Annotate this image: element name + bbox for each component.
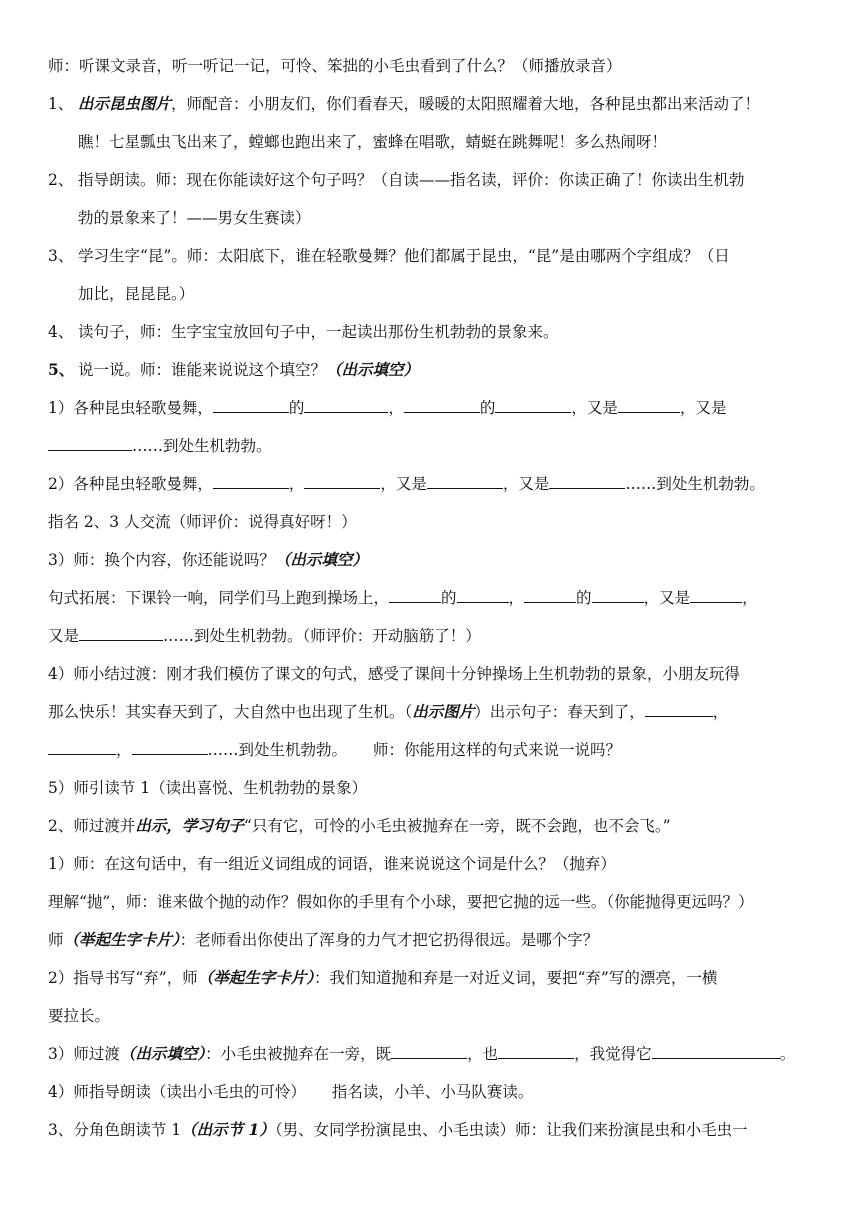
line-text: 师：你能用这样的句式来说一说吗？ bbox=[373, 741, 622, 759]
bold-italic-text: 出示，学习句子 bbox=[135, 816, 244, 835]
line-text: 4）师指导朗读（读出小毛虫的可怜） bbox=[48, 1083, 306, 1101]
text-line bbox=[48, 659, 814, 689]
blank-field bbox=[457, 584, 509, 603]
line-text: 师：听课文录音，听一听记一记，可怜、笨拙的小毛虫看到了什么？（师播放录音） bbox=[48, 57, 622, 75]
list-item-5 bbox=[48, 355, 814, 385]
line-text: ， bbox=[712, 703, 729, 721]
line-text: 句式拓展：下课铃一响，同学们马上跑到操场上， bbox=[48, 589, 390, 607]
text-line bbox=[48, 507, 814, 537]
text-line bbox=[48, 887, 814, 917]
line-text: 那么快乐！其实春天到了，大自然中也出现了生机。（ bbox=[48, 703, 413, 721]
bold-italic-text: 出示图片 bbox=[412, 702, 475, 721]
line-text: ：小毛虫被抛弃在一旁，既 bbox=[205, 1045, 392, 1063]
text-line bbox=[48, 51, 814, 81]
bold-italic-text: 出示昆虫图片 bbox=[78, 94, 172, 113]
fill-blank-line bbox=[48, 469, 814, 499]
text-line bbox=[48, 545, 814, 575]
line-text: 瞧！七星瓢虫飞出来了，螳螂也跑出来了，蜜蜂在唱歌，蜻蜓在跳舞呢！多么热闹呀！ bbox=[78, 133, 668, 151]
blank-field bbox=[213, 394, 289, 413]
bold-italic-text: （出示填空） bbox=[326, 360, 420, 379]
blank-field bbox=[645, 698, 713, 717]
line-text: ……到处生机勃勃。 bbox=[625, 475, 765, 493]
line-text: ， bbox=[388, 399, 404, 417]
bold-italic-text: （出示填空） bbox=[119, 1044, 206, 1063]
bold-italic-text: （出示节 1） bbox=[181, 1120, 275, 1139]
line-text: 说一说。师：谁能来说说这个填空？ bbox=[78, 361, 327, 379]
line-text: 2、师过渡并 bbox=[48, 817, 136, 835]
fill-blank-line bbox=[48, 621, 814, 651]
line-text: 2）指导书写“弃”，师 bbox=[48, 969, 198, 987]
item-number: 5、 bbox=[48, 360, 75, 379]
list-item-1 bbox=[48, 89, 814, 119]
line-text: ，我觉得它 bbox=[574, 1045, 652, 1063]
line-text: 3）师：换个内容，你还能说吗？ bbox=[48, 551, 275, 569]
text-line bbox=[78, 203, 814, 233]
item-number: 1、 bbox=[48, 95, 74, 113]
text-line bbox=[78, 279, 814, 309]
text-line bbox=[48, 1115, 814, 1145]
blank-field bbox=[391, 1040, 467, 1059]
blank-field bbox=[79, 622, 163, 641]
list-item-3 bbox=[48, 241, 814, 271]
fill-blank-line bbox=[48, 735, 814, 765]
line-text: ，也 bbox=[467, 1045, 499, 1063]
line-text: 指导朗读。师：现在你能读好这个句子吗？（自读——指名读，评价：你读正确了！你读出生机勃 bbox=[78, 171, 745, 189]
item-number: 3、 bbox=[48, 247, 74, 265]
line-text: ，师配音：小朋友们，你们看春天，暖暖的太阳照耀着大地，各种昆虫都出来活动了！ bbox=[171, 95, 761, 113]
line-text: 加比，昆昆昆。） bbox=[78, 285, 195, 303]
line-text: ……到处生机勃勃。（师评价：开动脑筋了！） bbox=[163, 627, 481, 645]
line-text: 的 bbox=[576, 589, 592, 607]
line-text: 学习生字“昆”。师：太阳底下，谁在轻歌曼舞？他们都属于昆虫，“昆”是由哪两个字组成？（日 bbox=[78, 247, 730, 265]
text-line bbox=[48, 1077, 814, 1107]
line-text: ， bbox=[508, 589, 525, 607]
text-line bbox=[48, 925, 814, 955]
line-text: ， bbox=[116, 741, 132, 759]
blank-field bbox=[652, 1040, 780, 1059]
line-text: 4）师小结过渡：刚才我们模仿了课文的句式，感受了课间十分钟操场上生机勃勃的景象，小朋友玩得 bbox=[48, 665, 740, 683]
line-text: ）出示句子：春天到了， bbox=[474, 703, 645, 721]
blank-field bbox=[389, 584, 441, 603]
line-text: 的 bbox=[479, 399, 496, 417]
line-text: 的 bbox=[288, 399, 305, 417]
text-line bbox=[48, 1001, 814, 1031]
blank-field bbox=[48, 736, 116, 755]
line-text: ……到处生机勃勃。 bbox=[132, 437, 272, 455]
bold-italic-text: （举起生字卡片） bbox=[63, 930, 180, 949]
text-line bbox=[48, 773, 814, 803]
blank-field bbox=[213, 470, 289, 489]
line-text: ，又是 bbox=[571, 399, 618, 417]
line-text: 指名 2、3 人交流（师评价：说得真好呀！） bbox=[48, 513, 357, 531]
line-text: 。 bbox=[779, 1045, 796, 1063]
text-line bbox=[78, 127, 814, 157]
line-text: ……到处生机勃勃。 bbox=[207, 741, 348, 759]
list-item-2 bbox=[48, 165, 814, 195]
fill-blank-line bbox=[48, 697, 814, 727]
line-text: 要拉长。 bbox=[48, 1007, 111, 1025]
line-text: “只有它，可怜的小毛虫被抛弃在一旁，既不会跑，也不会飞。” bbox=[243, 817, 671, 835]
blank-field bbox=[48, 432, 132, 451]
blank-field bbox=[427, 470, 503, 489]
line-text: 2）各种昆虫轻歌曼舞， bbox=[48, 475, 213, 493]
blank-field bbox=[498, 1040, 574, 1059]
line-text: ， bbox=[288, 475, 305, 493]
line-text: 师 bbox=[48, 931, 64, 949]
item-number: 4、 bbox=[48, 323, 74, 341]
blank-field bbox=[524, 584, 576, 603]
line-text: 3、分角色朗读节 1 bbox=[48, 1121, 182, 1139]
blank-field bbox=[495, 394, 571, 413]
list-item-4 bbox=[48, 317, 814, 347]
blank-field bbox=[592, 584, 644, 603]
fill-blank-line bbox=[48, 1039, 814, 1069]
line-text: ：我们知道抛和弃是一对近义词，要把“弃”写的漂亮，一横 bbox=[313, 969, 718, 987]
line-text: 指名读，小羊、小马队赛读。 bbox=[331, 1083, 534, 1101]
line-text: 5）师引读节 1（读出喜悦、生机勃勃的景象） bbox=[48, 779, 368, 797]
line-text: 读句子，师：生字宝宝放回句子中，一起读出那份生机勃勃的景象来。 bbox=[78, 323, 559, 341]
line-text: ，又是 bbox=[380, 475, 427, 493]
blank-field bbox=[404, 394, 480, 413]
text-line bbox=[48, 811, 814, 841]
line-text: 3）师过渡 bbox=[48, 1045, 120, 1063]
line-text: （男、女同学扮演昆虫、小毛虫读）师：让我们来扮演昆虫和小毛虫一 bbox=[274, 1121, 748, 1139]
item-number: 2、 bbox=[48, 171, 74, 189]
line-text: ：老师看出你使出了浑身的力气才把它扔得很远。是哪个字？ bbox=[179, 931, 599, 949]
blank-field bbox=[304, 470, 380, 489]
line-text: ， bbox=[742, 589, 758, 607]
blank-field bbox=[690, 584, 742, 603]
bold-italic-text: （举起生字卡片） bbox=[197, 968, 314, 987]
line-text: 又是 bbox=[48, 627, 80, 645]
line-text: 理解“抛”，师：谁来做个抛的动作？假如你的手里有个小球，要把它抛的远一些。（你能抛得更远吗？） bbox=[48, 893, 754, 911]
text-line bbox=[48, 849, 814, 879]
fill-blank-line bbox=[48, 393, 814, 423]
fill-blank-line bbox=[48, 583, 814, 613]
line-text: 勃的景象来了！——男女生赛读） bbox=[78, 209, 311, 227]
line-text: 1）各种昆虫轻歌曼舞， bbox=[48, 399, 213, 417]
blank-field bbox=[549, 470, 625, 489]
bold-italic-text: （出示填空） bbox=[274, 550, 368, 569]
text-line bbox=[48, 963, 814, 993]
line-text: ，又是 bbox=[679, 399, 727, 417]
line-text: 的 bbox=[441, 589, 457, 607]
line-text: 1）师：在这句话中，有一组近义词组成的词语，谁来说说这个词是什么？（抛弃） bbox=[48, 855, 616, 873]
blank-field bbox=[132, 736, 208, 755]
blank-field bbox=[304, 394, 388, 413]
fill-blank-line bbox=[48, 431, 814, 461]
line-text: ，又是 bbox=[502, 475, 550, 493]
blank-field bbox=[618, 394, 680, 413]
line-text: ，又是 bbox=[643, 589, 691, 607]
